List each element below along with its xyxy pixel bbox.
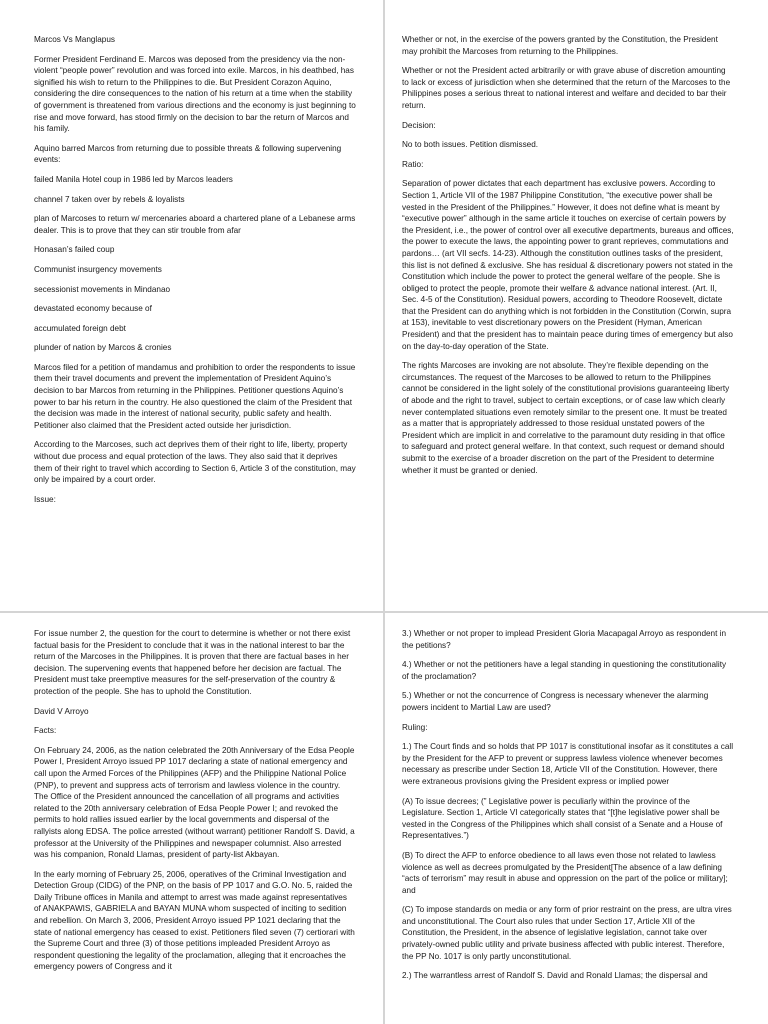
document-paragraph: 1.) The Court finds and so holds that PP 1017 is constitutional insofar as it constitutes a call by the President for the AFP to prevent or suppress lawless violence whenever becomes necessary as prescribe under Section 18, Article VII of the Constitution. However, there were extraneous provisions giving the President express or implied power [402,742,734,786]
document-paragraph: Marcos Vs Manglapus [34,35,115,44]
document-page-4 [384,612,768,1024]
document-paragraph: Facts: [34,726,57,736]
document-page-3 [0,612,384,1024]
document-paragraph: 2.) The warrantless arrest of Randolf S. David and Ronald Llamas; the dispersal and [402,971,708,981]
document-paragraph: The rights Marcoses are invoking are not absolute. They’re flexible depending on the circumstances. The request of the Marcoses to be allowed to return to the Philippines cannot be considered in the light solely of the constitutional provisions guaranteeing liberty of abode and the right to travel, subject to certain exceptions, or of case law which clearly never contemplated situations even remotely similar to the present one. It must be treated as a matter that is appropriately addressed to those residual unstated powers of the President which are implicit in and correlative to the paramount duty residing in that office to safeguard and protect general welfare. In that context, such request or demand should submit to the exercise of a broader discretion on the part of the President to determine whether it must be granted or denied. [402,361,730,475]
document-paragraph: Ruling: [402,722,428,732]
document-paragraph: 5.) Whether or not the concurrence of Congress is necessary whenever the alarming powers incident to Martial Law are used? [402,691,709,712]
document-paragraph: secessionist movements in Mindanao [34,284,171,294]
document-paragraph: 4.) Whether or not the petitioners have a legal standing in questioning the constitutionality of the proclamation? [402,660,727,681]
page-divider-vertical [383,0,385,1024]
document-paragraph: Whether or not, in the exercise of the powers granted by the Constitution, the President may prohibit the Marcoses from returning to the Philippines. [402,35,718,56]
document-paragraph: On February 24, 2006, as the nation celebrated the 20th Anniversary of the Edsa People Power I, President Arroyo issued PP 1017 declaring a state of national emergency and call upon the Armed Forces of the Philippines (AFP) and the Philippine National Police (PNP), to prevent and suppress acts of terrorism and lawless violence in the country. The Office of the President announced the cancellation of all programs and activities related to the 20th anniversary celebration of Edsa People Power I; and revoked the permits to hold rallies issued earlier by the local governments and dispersal of the rallyists along EDSA. The police arrested (without warrant) petitioner Randolf S. David, a professor at the University of the Philippines and newspaper columnist. Also arrested was his companion, Ronald Llamas, president of party-list Akbayan. [34,745,355,860]
document-paragraph: devastated economy because of [34,304,152,314]
document-paragraph: In the early morning of February 25, 2006, operatives of the Criminal Investigation and Detection Group (CIDG) of the PNP, on the basis of PP 1017 and G.O. No. 5, raided the Daily Tribune offices in Manila and attempt to arrest was made against representatives of ANAKPAWIS, GABRIELA and BAYAN MUNA whom suspected of inciting to sedition and rebellion. On March 3, 2006, President Arroyo issued PP 1021 declaring that the state of national emergency has ceased to exist. Petitioners filed seven (7) certiorari with the Supreme Court and three (3) of those petitions impleaded President Arroyo as respondent questioning the legality of the proclamation, alleging that it encroaches the emergency powers of Congress and it [34,869,355,972]
document-paragraph: (A) To issue decrees; (” Legislative power is peculiarly within the province of the Legislature. Section 1, Article VI categorically states that “[t]he legislative power shall be vested in the Congress of the Philippines which shall consist of a Senate and a House of Representatives.”) [402,796,723,841]
document-paragraph: (B) To direct the AFP to enforce obedience to all laws even those not related to lawless violence as well as decrees promulgated by the President[The absence of a law defining “acts of terrorism” may result in abuse and oppression on the part of the police or military]; and [402,850,728,895]
document-paragraph: Former President Ferdinand E. Marcos was deposed from the presidency via the non-violent “people power” revolution and was forced into exile. Marcos, in his deathbed, has signified his wish to return to the Philippines to die. But President Corazon Aquino, considering the dire consequences to the nation of his return at a time when the stability of government is threatened from various directions and the economy is just beginning to rise and move forward, has stood firmly on the decision to bar the return of Marcos and his family. [34,54,356,134]
document-paragraph: According to the Marcoses, such act deprives them of their right to life, liberty, property without due process and equal protection of the laws. They also said that it deprives them of their right to travel which according to Section 6, Article 3 of the constitution, may only be impaired by a court order. [34,440,356,485]
page-divider-horizontal [0,611,768,613]
document-paragraph: Communist insurgency movements [34,264,162,274]
document-paragraph: failed Manila Hotel coup in 1986 led by Marcos leaders [34,174,233,184]
document-paragraph: plan of Marcoses to return w/ mercenaries aboard a chartered plane of a Lebanese arms dealer. This is to prove that they can stir trouble from afar [34,214,356,235]
document-page-1 [0,0,384,612]
document-paragraph: Issue: [34,494,56,504]
document-paragraph: David V Arroyo [34,706,89,716]
document-page-2 [384,0,768,612]
document-paragraph: Decision: [402,120,436,130]
document-paragraph: accumulated foreign debt [34,323,126,333]
document-paragraph: Honasan’s failed coup [34,245,115,255]
document-paragraph: Ratio: [402,159,424,169]
document-paragraph: Separation of power dictates that each department has exclusive powers. According to Section 1, Article VII of the 1987 Philippine Constitution, “the executive power shall be vested in the President of the Philippines.” However, it does not define what is meant by “executive power” although in the same article it touches on exercise of certain powers by the President, i.e., the power of control over all executive departments, bureaus and offices, the power to execute the laws, the appointing power to grant reprieves, commutations and pardons… (art VII secfs. 14-23). Although the constitution outlines tasks of the president, this list is not defined & exclusive. She has residual & discretionary powers not stated in the Constitution which include the power to protect the general welfare of the people. She is obliged to protect the people, promote their welfare & advance national interest. (Art. II, Sec. 4-5 of the Constitution). Residual powers, according to Theodore Roosevelt, dictate that the President can do anything which is not forbidden in the Constitution (Corwin, supra at 153), inevitable to vest discretionary powers on the President (Hyman, American President) and that the president has to maintain peace during times of emergency but also on the day-to-day operation of the State. [402,179,734,351]
document-paragraph: channel 7 taken over by rebels & loyalists [34,194,185,204]
document-paragraph: Whether or not the President acted arbitrarily or with grave abuse of discretion amounting to lack or excess of jurisdiction when she determined that the return of the Marcoses to the Philippines poses a serious threat to national interest and welfare and decided to bar their return. [402,66,731,110]
document-paragraph: Marcos filed for a petition of mandamus and prohibition to order the respondents to issue them their travel documents and prevent the implementation of President Aquino’s decision to bar Marcos from returning in the Philippines. Petitioner questions Aquino’s power to bar his return in the country. He also questioned the claim of the President that the decision was made in the interest of national security, public safety and health. Petitioner also claimed that the President acted outside her jurisdiction. [34,362,356,430]
document-paragraph: (C) To impose standards on media or any form of prior restraint on the press, are ultra vires and unconstitutional. The Court also rules that under Section 17, Article XII of the Constitution, the President, in the absence of legislative legislation, cannot take over privately-owned public utility and private business affected with public interest. Therefore, the PP No. 1017 is only partly unconstitutional. [402,905,732,961]
document-paragraph: Aquino barred Marcos from returning due to possible threats & following supervening events: [34,143,342,165]
document-paragraph: No to both issues. Petition dismissed. [402,140,539,150]
document-paragraph: plunder of nation by Marcos & cronies [34,343,172,353]
document-paragraph: For issue number 2, the question for the court to determine is whether or not there exist factual basis for the President to conclude that it was in the national interest to bar the return of the Marcoses in the Philippines. It is proven that there are factual bases in her decision. The supervening events that happened before her decision are factual. The President must take preemptive measures for the self-preservation of the country & protection of the people. She has to uphold the Constitution. [34,629,351,696]
document-paragraph: 3.) Whether or not proper to implead President Gloria Macapagal Arroyo as respondent in the petitions? [402,629,727,650]
